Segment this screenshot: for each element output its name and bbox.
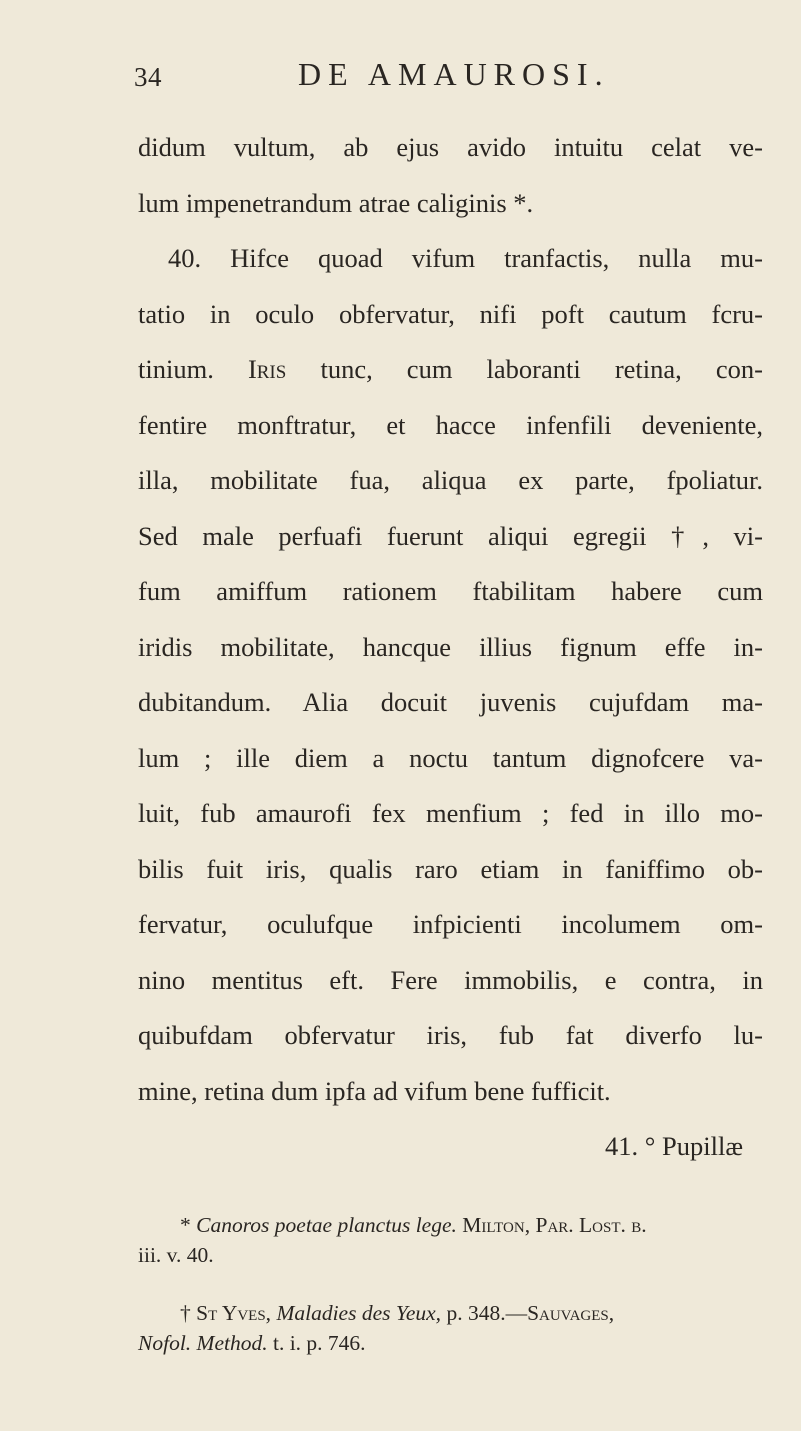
text-line: nino mentitus eft. Fere immobilis, e contra, in bbox=[138, 964, 763, 995]
page-number: 34 bbox=[134, 62, 162, 92]
text-line bbox=[138, 342, 763, 398]
text-line: didum vultum, ab ejus avido intuitu celat ve- bbox=[138, 132, 763, 162]
footnote-author-2: Sauvages, bbox=[527, 1301, 615, 1325]
footnote-2 bbox=[138, 1298, 763, 1328]
text-line: dubitandum. Alia docuit juvenis cujufdam ma- bbox=[138, 687, 763, 717]
text-line: quibufdam obfervatur iris, fub fat diverfo lu- bbox=[138, 1020, 763, 1050]
running-head: DE AMAUROSI. bbox=[298, 56, 610, 92]
sentence-end: tinium. bbox=[138, 354, 214, 384]
iris-term: Iris bbox=[247, 354, 287, 384]
text-line: fervatur, oculufque infpicienti incolumem om- bbox=[138, 909, 763, 939]
footnote-title-2: Nofol. Method. bbox=[138, 1331, 268, 1355]
text-line: 40. Hifce quoad vifum tranfactis, nulla mu- bbox=[168, 243, 763, 273]
footnote-ref: Par. Lost. b. bbox=[535, 1213, 647, 1237]
line-remainder: tunc, cum laboranti retina, con- bbox=[320, 354, 763, 384]
text-line: luit, fub amaurofi fex menfium ; fed in illo mo- bbox=[138, 798, 763, 828]
footnote-1 bbox=[138, 1210, 763, 1240]
footnote-mark: † bbox=[180, 1301, 191, 1325]
footnotes bbox=[138, 1210, 763, 1358]
text-line: tatio in oculo obfervatur, nifi poft cautum fcru- bbox=[138, 298, 763, 329]
body-text bbox=[138, 120, 763, 1175]
catchword: 41. ° Pupillæ bbox=[605, 1131, 743, 1161]
footnote-2-continuation bbox=[138, 1328, 763, 1358]
footnote-ref: p. 348.— bbox=[446, 1301, 528, 1325]
footnote-title: Maladies des Yeux, bbox=[276, 1301, 442, 1325]
text-line: lum ; ille diem a noctu tantum dignofcere va- bbox=[138, 742, 763, 773]
text-line: fentire monftratur, et hacce infenfili deveniente, bbox=[138, 409, 763, 440]
page-header bbox=[0, 56, 801, 96]
text-line: bilis fuit iris, qualis raro etiam in faniffimo ob- bbox=[138, 853, 763, 884]
footnote-quote: Canoros poetae planctus lege. bbox=[196, 1213, 457, 1237]
text-line: illa, mobilitate fua, aliqua ex parte, fpoliatur. bbox=[138, 465, 763, 495]
footnote-mark: * bbox=[180, 1213, 191, 1237]
text-line: lum impenetrandum atrae caliginis *. bbox=[138, 187, 534, 218]
footnote-author: St Yves, bbox=[196, 1301, 272, 1325]
text-line: mine, retina dum ipfa ad vifum bene fufficit. bbox=[138, 1075, 611, 1106]
text-line: iridis mobilitate, hancque illius fignum effe in- bbox=[138, 631, 763, 662]
footnote-author: Milton, bbox=[462, 1213, 531, 1237]
text-line: Sed male perfuafi fuerunt aliqui egregii †, vi- bbox=[138, 520, 763, 551]
footnote-ref-2: t. i. p. 746. bbox=[272, 1331, 366, 1355]
footnote-1-continuation: iii. v. 40. bbox=[138, 1243, 214, 1267]
text-line: fum amiffum rationem ftabilitam habere cum bbox=[138, 576, 763, 606]
